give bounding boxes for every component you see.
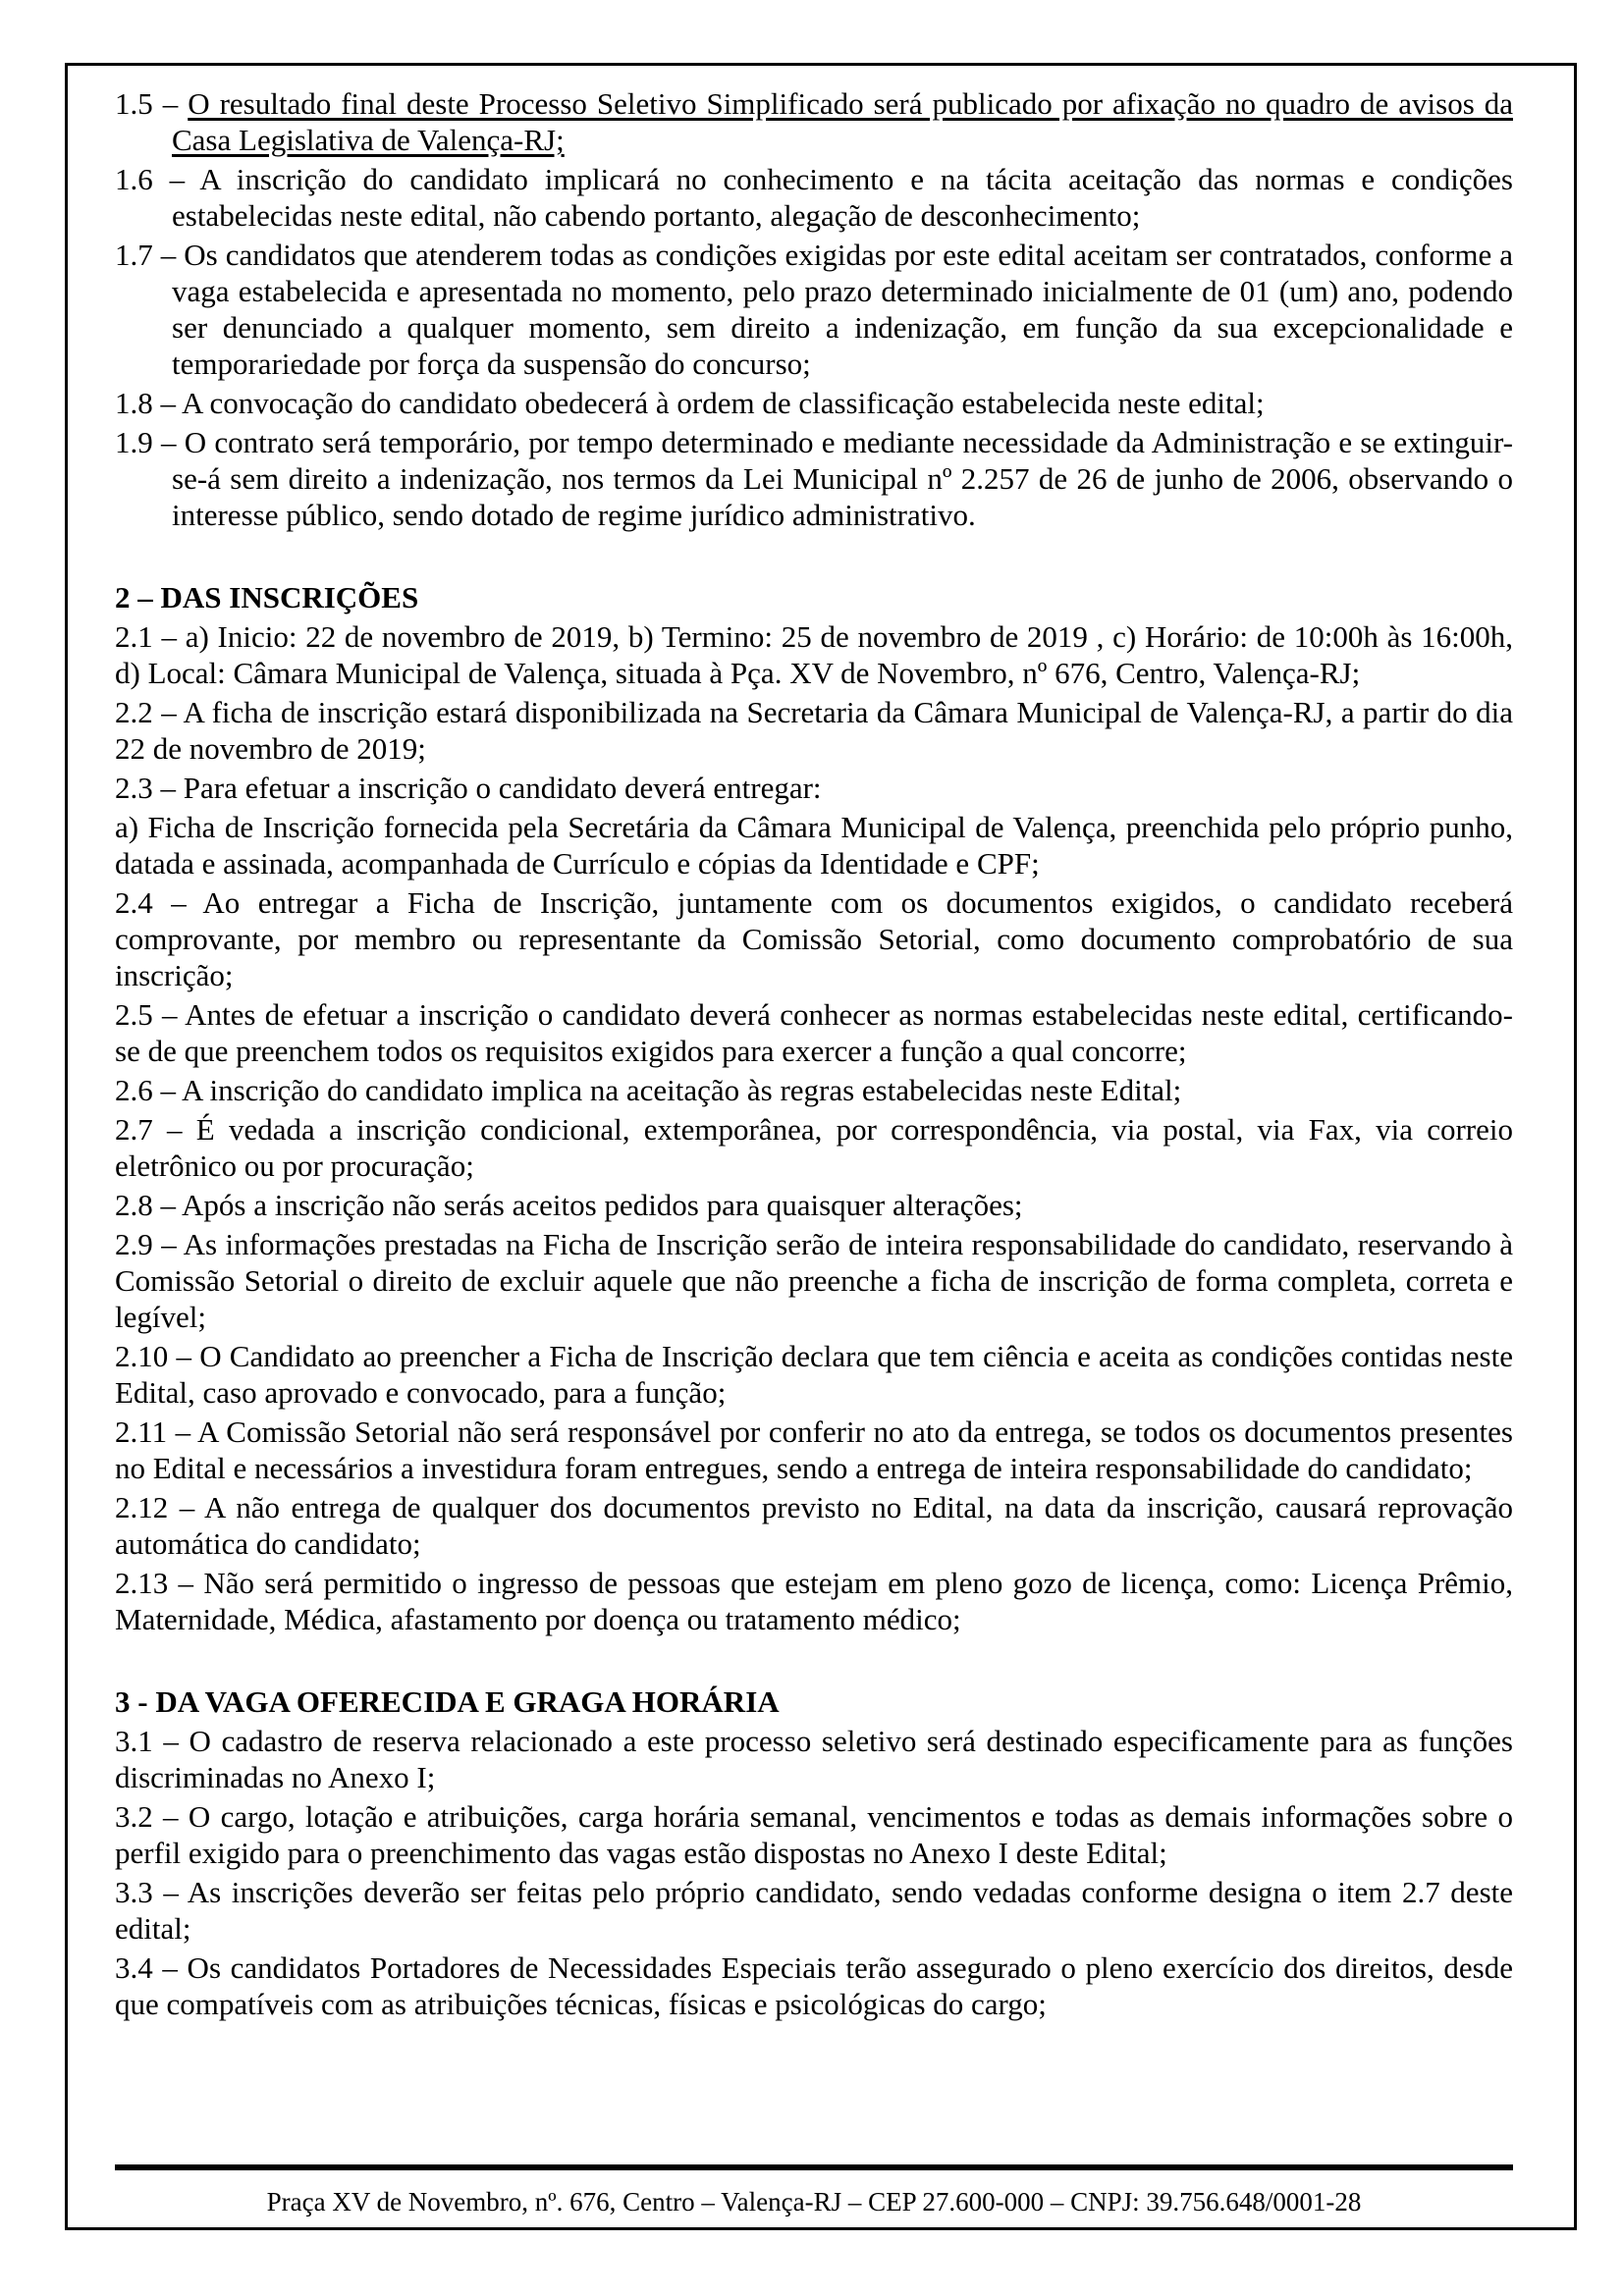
item-1-9-text: O contrato será temporário, por tempo determinado e mediante necessidade da Administração e se extinguir-se-á sem direito a indenização, nos termos da Lei Municipal nº 2.257 de 26 de junho de 2006, observando o interesse público, sendo dotado de regime jurídico administrativo. xyxy=(172,425,1513,532)
item-2-8 xyxy=(115,1187,1513,1223)
item-2-2 xyxy=(115,694,1513,767)
item-2-4 xyxy=(115,884,1513,993)
document-page xyxy=(65,63,1577,2230)
item-2-13-text: 2.13 – Não será permitido o ingresso de pessoas que estejam em pleno gozo de licença, como: Licença Prêmio, Maternidade, Médica, afastamento por doença ou tratamento médico; xyxy=(115,1566,1513,1636)
footer-divider xyxy=(115,2164,1513,2170)
heading-section-3 xyxy=(115,1683,1513,1720)
item-2-12-text: 2.12 – A não entrega de qualquer dos documentos previsto no Edital, na data da inscrição, causará reprovação automática do candidato; xyxy=(115,1490,1513,1561)
heading-section-2 xyxy=(115,579,1513,615)
item-2-4-text: 2.4 – Ao entregar a Ficha de Inscrição, juntamente com os documentos exigidos, o candidato receberá comprovante, por membro ou representante da Comissão Setorial, como documento comprobatório de sua inscrição; xyxy=(115,885,1513,992)
spacer-2 xyxy=(115,1640,1513,1683)
item-2-9-text: 2.9 – As informações prestadas na Ficha de Inscrição serão de inteira responsabilidade do candidato, reservando à Comissão Setorial o direito de excluir aquele que não preenche a ficha de inscrição de forma completa, correta e legível; xyxy=(115,1227,1513,1334)
item-3-1 xyxy=(115,1723,1513,1795)
item-2-6-text: 2.6 – A inscrição do candidato implica na aceitação às regras estabelecidas neste Edital; xyxy=(115,1073,1182,1107)
item-2-1 xyxy=(115,618,1513,691)
item-1-6-number: 1.6 – xyxy=(115,162,200,196)
item-2-5 xyxy=(115,996,1513,1069)
item-1-9-number: 1.9 – xyxy=(115,425,185,459)
item-1-5-number: 1.5 – xyxy=(115,86,189,121)
item-1-9 xyxy=(115,424,1513,533)
item-1-7-text: Os candidatos que atenderem todas as condições exigidas por este edital aceitam ser contratados, conforme a vaga estabelecida e apresentada no momento, pelo prazo determinado inicialmente de 01 (um) ano, podendo ser denunciado a qualquer momento, sem direito a indenização, em função da sua excepcionalidade e temporariedade por força da suspensão do concurso; xyxy=(172,238,1514,381)
item-2-11-text: 2.11 – A Comissão Setorial não será responsável por conferir no ato da entrega, se todos os documentos presentes no Edital e necessários a investidura foram entregues, sendo a entrega de inteira responsabilidade do candidato; xyxy=(115,1415,1513,1485)
item-2-7 xyxy=(115,1111,1513,1184)
item-2-13 xyxy=(115,1565,1513,1637)
item-2-3-text: 2.3 – Para efetuar a inscrição o candidato deverá entregar: xyxy=(115,771,822,805)
item-2-3 xyxy=(115,770,1513,806)
item-1-5 xyxy=(115,85,1513,158)
item-2-2-text: 2.2 – A ficha de inscrição estará disponibilizada na Secretaria da Câmara Municipal de Valença-RJ, a partir do dia 22 de novembro de 2019; xyxy=(115,695,1513,766)
item-2-7-text: 2.7 – É vedada a inscrição condicional, extemporânea, por correspondência, via postal, via Fax, via correio eletrônico ou por procuração; xyxy=(115,1112,1513,1183)
item-2-10-text: 2.10 – O Candidato ao preencher a Ficha de Inscrição declara que tem ciência e aceita as condições contidas neste Edital, caso aprovado e convocado, para a função; xyxy=(115,1339,1513,1410)
item-3-4-text: 3.4 – Os candidatos Portadores de Necessidades Especiais terão assegurado o pleno exercício dos direitos, desde que compatíveis com as atribuições técnicas, físicas e psicológicas do cargo; xyxy=(115,1950,1513,2021)
heading-section-2-text: 2 – DAS INSCRIÇÕES xyxy=(115,580,419,614)
item-1-6-text: A inscrição do candidato implicará no conhecimento e na tácita aceitação das normas e condições estabelecidas neste edital, não cabendo portanto, alegação de desconhecimento; xyxy=(172,162,1513,233)
item-1-8-text: A convocação do candidato obedecerá à ordem de classificação estabelecida neste edital; xyxy=(182,386,1265,420)
heading-section-3-text: 3 - DA VAGA OFERECIDA E GRAGA HORÁRIA xyxy=(115,1684,780,1719)
item-2-12 xyxy=(115,1489,1513,1562)
spacer-1 xyxy=(115,536,1513,579)
item-3-2-text: 3.2 – O cargo, lotação e atribuições, carga horária semanal, vencimentos e todas as demais informações sobre o perfil exigido para o preenchimento das vagas estão dispostas no Anexo I deste Edital; xyxy=(115,1799,1513,1870)
footer-address: Praça XV de Novembro, nº. 676, Centro – Valença-RJ – CEP 27.600-000 – CNPJ: 39.756.648/0001-28 xyxy=(266,2187,1362,2216)
item-3-2 xyxy=(115,1798,1513,1871)
item-2-11 xyxy=(115,1414,1513,1486)
item-2-3-a xyxy=(115,809,1513,881)
item-2-8-text: 2.8 – Após a inscrição não serás aceitos pedidos para quaisquer alterações; xyxy=(115,1188,1023,1222)
item-2-6 xyxy=(115,1072,1513,1108)
item-3-3 xyxy=(115,1874,1513,1947)
item-2-3-a-text: a) Ficha de Inscrição fornecida pela Secretária da Câmara Municipal de Valença, preenchida pelo próprio punho, datada e assinada, acompanhada de Currículo e cópias da Identidade e CPF; xyxy=(115,810,1513,881)
item-1-7 xyxy=(115,237,1513,382)
item-1-8 xyxy=(115,385,1513,421)
item-2-9 xyxy=(115,1226,1513,1335)
item-1-6 xyxy=(115,161,1513,234)
page-footer xyxy=(115,2164,1513,2217)
item-1-8-number: 1.8 – xyxy=(115,386,183,420)
item-1-7-number: 1.7 – xyxy=(115,238,185,272)
item-3-1-text: 3.1 – O cadastro de reserva relacionado a este processo seletivo será destinado especificamente para as funções discriminadas no Anexo I; xyxy=(115,1724,1513,1794)
item-2-1-text: 2.1 – a) Inicio: 22 de novembro de 2019, b) Termino: 25 de novembro de 2019 , c) Horário: de 10:00h às 16:00h, d) Local: Câmara Municipal de Valença, situada à Pça. XV de Novembro, nº 676, Centro, Valença-RJ; xyxy=(115,619,1513,690)
item-1-5-text: O resultado final deste Processo Seletivo Simplificado será publicado por afixação no quadro de avisos da Casa Legislativa de Valença-RJ; xyxy=(172,86,1513,157)
item-3-4 xyxy=(115,1949,1513,2022)
item-2-10 xyxy=(115,1338,1513,1411)
item-2-5-text: 2.5 – Antes de efetuar a inscrição o candidato deverá conhecer as normas estabelecidas neste edital, certificando-se de que preenchem todos os requisitos exigidos para exercer a função a qual concorre; xyxy=(115,997,1513,1068)
document-body xyxy=(115,85,1513,2025)
item-3-3-text: 3.3 – As inscrições deverão ser feitas pelo próprio candidato, sendo vedadas conforme designa o item 2.7 deste edital; xyxy=(115,1875,1513,1946)
